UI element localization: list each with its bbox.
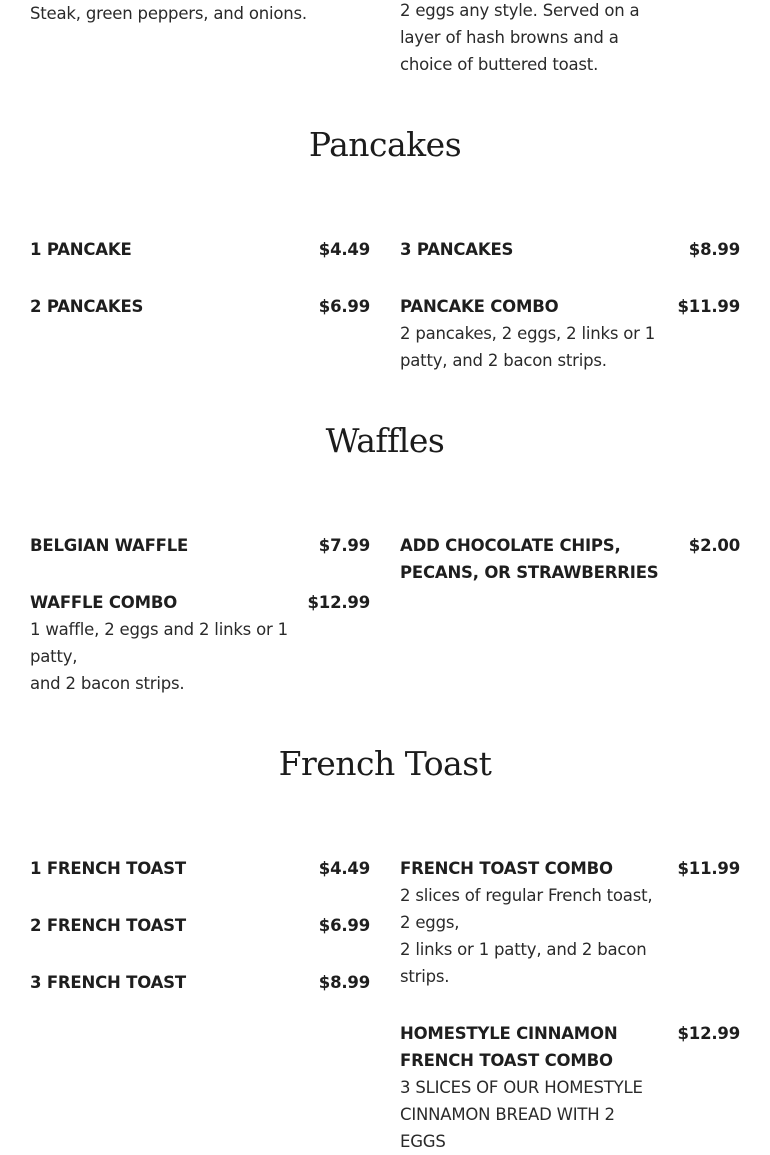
item-description: 1 waffle, 2 eggs and 2 links or 1 patty, [30, 620, 288, 666]
item-name: 2 PANCAKES [30, 297, 144, 316]
item-price: $12.99 [677, 1024, 740, 1043]
item-name: PANCAKE COMBO [400, 297, 559, 316]
item-price: $11.99 [677, 297, 740, 316]
menu-item [400, 855, 740, 990]
item-price: $8.99 [318, 973, 370, 992]
menu-item [30, 855, 370, 882]
item-description-cont: 2 links or 1 patty, and 2 bacon strips. [400, 940, 647, 986]
menu-item [400, 236, 740, 263]
item-name: WAFFLE COMBO [30, 593, 178, 612]
menu-item [30, 969, 370, 996]
section-title-pancakes: Pancakes [308, 125, 462, 164]
item-name: 3 FRENCH TOAST [30, 973, 186, 992]
skillet-description: Steak, green peppers, and onions. [30, 4, 307, 23]
item-description-cont: and 2 bacon strips. [30, 674, 185, 693]
item-description: 2 slices of regular French toast, 2 eggs, [400, 886, 653, 932]
menu-item [400, 1020, 740, 1155]
menu-item [400, 293, 740, 374]
menu-item [30, 589, 370, 697]
item-price: $6.99 [318, 916, 370, 935]
item-price: $2.00 [688, 536, 740, 555]
item-name: ADD CHOCOLATE CHIPS, PECANS, OR STRAWBERRIES [400, 536, 659, 582]
section-title-waffles: Waffles [325, 421, 445, 460]
item-description: 3 SLICES OF OUR HOMESTYLE CINNAMON BREAD WITH 2 EGGS [400, 1078, 643, 1151]
item-name: 3 PANCAKES [400, 240, 514, 259]
menu-item [30, 912, 370, 939]
section-title-french-toast: French Toast [278, 744, 492, 783]
item-price: $4.49 [318, 859, 370, 878]
item-price: $7.99 [318, 536, 370, 555]
item-price: $11.99 [677, 859, 740, 878]
item-price: $4.49 [318, 240, 370, 259]
item-name: BELGIAN WAFFLE [30, 536, 189, 555]
item-name: HOMESTYLE CINNAMON FRENCH TOAST COMBO [400, 1024, 618, 1070]
item-price: $12.99 [307, 593, 370, 612]
menu-item [30, 532, 370, 559]
item-name: 2 FRENCH TOAST [30, 916, 186, 935]
menu-item [30, 236, 370, 263]
menu-item [400, 532, 740, 586]
item-name: 1 FRENCH TOAST [30, 859, 186, 878]
item-description: 2 pancakes, 2 eggs, 2 links or 1 patty, and 2 bacon strips. [400, 324, 656, 370]
item-price: $8.99 [688, 240, 740, 259]
menu-item [30, 293, 370, 320]
item-name: FRENCH TOAST COMBO [400, 859, 613, 878]
item-price: $6.99 [318, 297, 370, 316]
breakfast-description: 2 eggs any style. Served on a layer of hash browns and a choice of buttered toast. [400, 1, 640, 74]
item-name: 1 PANCAKE [30, 240, 132, 259]
